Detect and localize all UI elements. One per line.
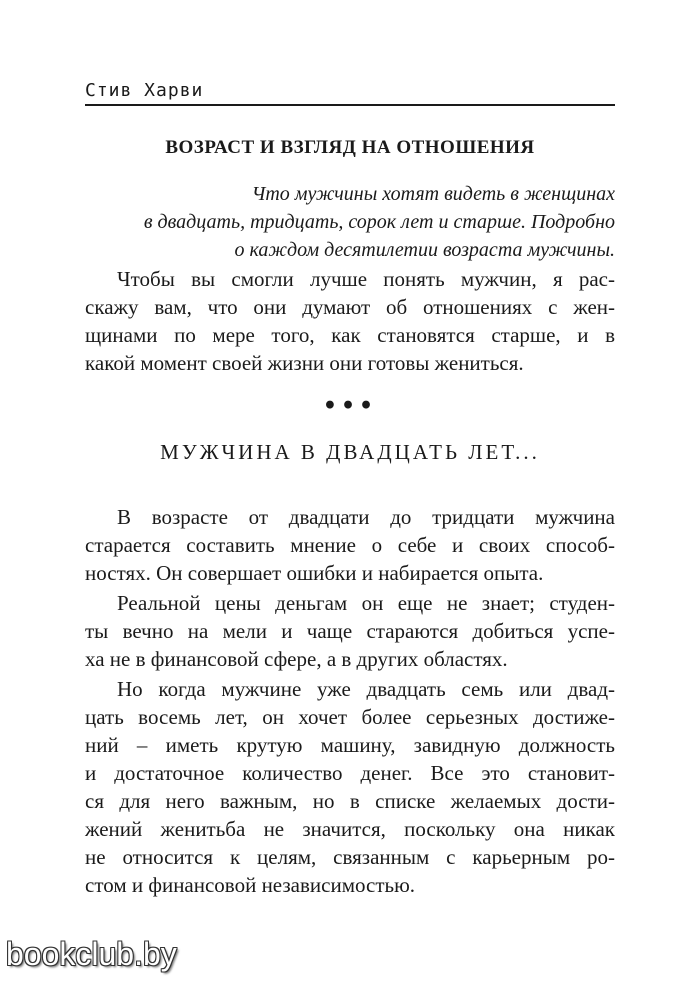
paragraph-line: Чтобы вы смогли лучше понять мужчин, я рас- <box>117 267 615 291</box>
paragraph-line: В возрасте от двадцати до тридцати мужчина <box>117 505 615 529</box>
epigraph-line: Что мужчины хотят видеть в женщинах <box>251 183 615 205</box>
paragraph-line: ты вечно на мели и чаще стараются добиться успе- <box>85 619 615 643</box>
body-paragraph <box>85 589 615 673</box>
epigraph-line: в двадцать, тридцать, сорок лет и старше. Подробно <box>143 211 615 233</box>
body-paragraph <box>85 675 615 899</box>
intro-paragraph <box>85 265 615 377</box>
header-rule <box>85 104 615 106</box>
paragraph-line: цать восемь лет, он хочет более серьезных достиже- <box>85 705 615 729</box>
paragraph-line: Реальной цены деньгам он еще не знает; студен- <box>117 591 615 615</box>
epigraph <box>85 180 615 264</box>
paragraph-line: старается составить мнение о себе и своих способ- <box>85 533 615 557</box>
paragraph-line: какой момент своей жизни они готовы жениться. <box>85 351 524 375</box>
epigraph-line: о каждом десятилетии возраста мужчины. <box>234 239 615 261</box>
paragraph-line: и достаточное количество денег. Все это становит- <box>85 761 615 785</box>
body-paragraph <box>85 503 615 587</box>
paragraph-line: ха не в финансовой сфере, а в других областях. <box>85 647 508 671</box>
paragraph-line: скажу вам, что они думают об отношениях с жен- <box>85 295 615 319</box>
watermark-logo: bookclub.by <box>6 936 177 972</box>
paragraph-line: не относится к целям, связанным с карьерным ро- <box>85 845 615 869</box>
section-separator: ••• <box>322 393 378 419</box>
paragraph-line: ностях. Он совершает ошибки и набирается опыта. <box>85 561 544 585</box>
paragraph-line: стом и финансовой независимостью. <box>85 873 416 897</box>
chapter-title: МУЖЧИНА В ДВАДЦАТЬ ЛЕТ... <box>160 440 540 464</box>
paragraph-line: ся для него важным, но в списке желаемых дости- <box>85 789 615 813</box>
paragraph-line: Но когда мужчине уже двадцать семь или двад- <box>117 677 615 701</box>
paragraph-line: жений женитьба не значится, поскольку она никак <box>85 817 615 841</box>
running-head-author: Стив Харви <box>85 80 204 101</box>
section-title: ВОЗРАСТ И ВЗГЛЯД НА ОТНОШЕНИЯ <box>165 137 535 158</box>
paragraph-line: щинами по мере того, как становятся старше, и в <box>85 323 615 347</box>
paragraph-line: ний – иметь крутую машину, завидную должность <box>85 733 615 757</box>
